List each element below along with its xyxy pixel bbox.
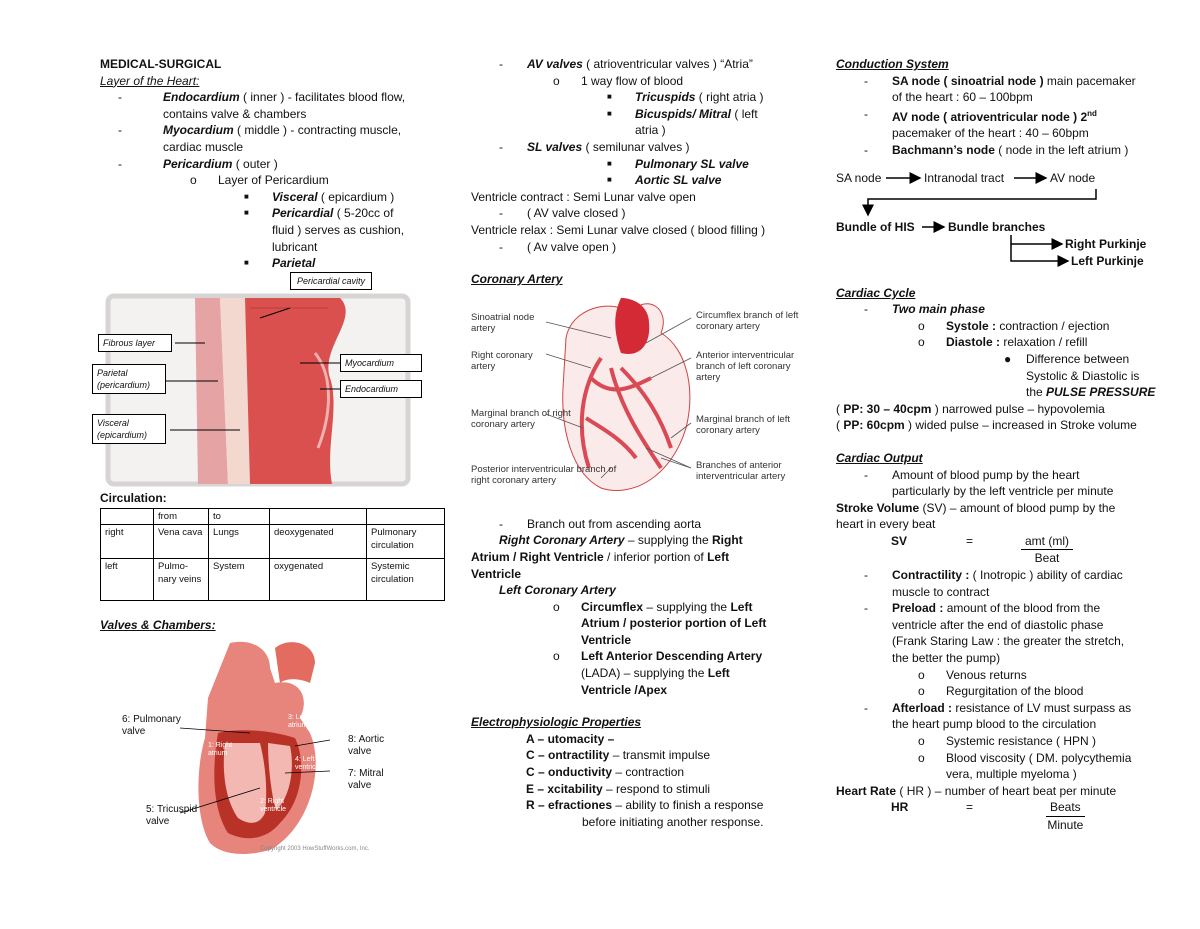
rca-term: Right Coronary Artery: [499, 533, 625, 548]
rca-desc-b3: Left: [707, 549, 730, 564]
marginal-right-label: Marginal branch of right coronary artery: [471, 407, 571, 430]
myocardium-label: Myocardium: [340, 354, 422, 372]
tricuspid-valve-label: 5: Tricuspid valve: [146, 803, 198, 827]
branch-out-text: Branch out from ascending aorta: [527, 516, 702, 531]
list-item: o Systole : contraction / ejection: [918, 318, 1110, 333]
pp1-post: ) narrowed pulse – hypovolemia: [931, 401, 1105, 416]
list-item: - Endocardium ( inner ) - facilitates blood flow, contains valve & chambers: [118, 90, 406, 121]
table-cell: Lungs: [209, 525, 270, 559]
difference-1: Difference between: [1026, 351, 1130, 366]
list-item: o Diastole : relaxation / refill: [918, 335, 1088, 350]
hr-fraction: [1046, 799, 1085, 833]
rca-desc-2: / inferior portion of: [603, 549, 708, 564]
stroke-volume-def: [836, 500, 1156, 517]
heart-valves-diagram: [100, 638, 400, 858]
list-item: [471, 89, 801, 106]
diastole-term: Diastole :: [946, 335, 1001, 350]
contractility-desc-2: muscle to contract: [892, 584, 990, 599]
prop-desc: – transmit impulse: [609, 748, 711, 763]
pulmonary-sl-valve: Pulmonary SL valve: [635, 156, 749, 171]
amount-1: Amount of blood pump by the heart: [892, 467, 1080, 482]
equals-sign: =: [966, 533, 974, 548]
rca-desc-line2: [471, 549, 801, 566]
circumflex-b2: Atrium / posterior portion of Left: [581, 616, 767, 631]
props-list: [471, 731, 801, 831]
column-1: [97, 56, 445, 858]
aortic-sl-valve: Aortic SL valve: [635, 173, 722, 188]
sl-valves-desc: ( semilunar valves ): [582, 139, 690, 154]
contractility-desc: ( Inotropic ) ability of cardiac: [969, 568, 1123, 583]
marginal-left-label: Marginal branch of left coronary artery: [696, 413, 790, 436]
fibrous-layer-label: Fibrous layer: [98, 334, 172, 352]
pp1-b: PP: 30 – 40cpm: [843, 401, 932, 416]
flow-bundle-branches: Bundle branches: [948, 219, 1046, 234]
bachmann-desc: ( node in the left atrium ): [994, 142, 1129, 157]
hr-term: Heart Rate: [836, 783, 897, 798]
av-node-desc-2: pacemaker of the heart : 40 – 60bpm: [892, 126, 1089, 141]
table-header-row: [101, 509, 445, 525]
list-item: - ( Av valve open ): [471, 239, 801, 256]
list-item: - Afterload : resistance of LV must surpass as the heart pump blood to the circulation: [864, 700, 1132, 732]
sv-denominator: Beat: [1034, 551, 1060, 566]
hr-denominator: Minute: [1047, 817, 1084, 832]
endocardium-label: Endocardium: [340, 380, 422, 398]
preload-desc-3: (Frank Staring Law : the greater the stretch,: [892, 634, 1125, 649]
av-open-text: ( Av valve open ): [527, 239, 617, 254]
ventricle-relax-text: Ventricle relax : Semi Lunar valve closed ( blood filling ): [471, 222, 766, 237]
rca-label: Right coronary artery: [471, 349, 533, 372]
list-item: [526, 781, 801, 798]
sv-desc-2: heart in every beat: [836, 517, 936, 532]
pericardium-desc: ( outer ): [232, 156, 278, 171]
circumflex-desc: – supplying the: [643, 599, 731, 614]
flow-intranodal: Intranodal tract: [924, 170, 1005, 185]
diastole-desc: relaxation / refill: [1000, 335, 1088, 350]
ventricle-contract-text: Ventricle contract : Semi Lunar valve open: [471, 189, 696, 204]
table-cell: Systemic circulation: [367, 559, 445, 601]
difference-2: Systolic & Diastolic is: [1026, 368, 1140, 383]
prop-desc: – ability to finish a response: [612, 798, 764, 813]
table-cell: Pulmo-nary veins: [154, 559, 209, 601]
sa-node-desc-2: of the heart : 60 – 100bpm: [892, 90, 1033, 105]
list-item: - Myocardium ( middle ) - contracting muscle, cardiac muscle: [118, 123, 402, 154]
list-item: [471, 156, 801, 173]
bicuspids-term: Bicuspids/ Mitral: [635, 106, 732, 121]
list-item: [100, 205, 445, 255]
afterload-term: Afterload :: [892, 700, 952, 715]
aortic-valve-label: 8: Aortic valve: [348, 733, 385, 757]
list-item: - Two main phase: [836, 301, 1156, 318]
sv-numerator: amt (ml): [1021, 533, 1073, 551]
list-item: - Bachmann’s node ( node in the left atrium ): [864, 142, 1129, 157]
viscosity: Blood viscosity ( DM. polycythemia: [946, 750, 1132, 765]
list-item: [526, 764, 801, 781]
square-bullet-icon: ■: [607, 92, 612, 102]
pp1-pre: (: [836, 401, 844, 416]
list-item: [836, 351, 1156, 401]
difference-3-pre: the: [1026, 385, 1047, 400]
list-item: o Systemic resistance ( HPN ): [836, 733, 1156, 750]
list-item: [526, 797, 801, 814]
parietal-label: Parietal (pericardium): [92, 364, 166, 394]
heart-rate-def: [836, 783, 1156, 800]
copyright-text: Copyright 2003 HowStuffWorks.com, Inc.: [260, 845, 370, 852]
column-2: [471, 56, 801, 830]
table-row: [101, 525, 445, 559]
list-item: - AV valves ( atrioventricular valves ) “Atria”: [499, 57, 753, 71]
flow-av-node: AV node: [1050, 170, 1096, 185]
list-item: [471, 106, 801, 139]
flow-left-purkinje: Left Purkinje: [1071, 253, 1144, 268]
square-bullet-icon: ■: [607, 175, 612, 185]
list-item: - AV node ( atrioventricular node ) 2nd pacemaker of the heart : 40 – 60bpm: [864, 106, 1097, 141]
pp2-b: PP: 60cpm: [843, 418, 905, 433]
systemic-resistance: Systemic resistance ( HPN ): [946, 734, 1097, 748]
hr-formula: [836, 799, 1156, 833]
av-node-sup: nd: [1087, 108, 1097, 118]
table-row: [101, 559, 445, 601]
table-cell: System: [209, 559, 270, 601]
list-item: - Preload : amount of the blood from the ventricle after the end of diastolic phase (Frank Staring Law : the greater the stretch, the better the pump): [864, 601, 1125, 666]
sv-symbol: SV: [891, 533, 908, 548]
left-atrium-label: 3: Left atrium: [288, 713, 308, 729]
list-item: [526, 747, 801, 764]
square-bullet-icon: ■: [244, 191, 249, 201]
systole-term: Systole :: [946, 318, 997, 333]
pericardial-cavity-label: Pericardial cavity: [290, 272, 372, 290]
table-cell: Pulmonary circulation: [367, 525, 445, 559]
cycle-heading: Cardiac Cycle: [836, 285, 916, 300]
list-item: [100, 255, 445, 272]
lad-desc: (LADA) – supplying the: [581, 666, 708, 681]
endocardium-desc: ( inner ) - facilitates blood flow,: [239, 90, 406, 105]
table-header-cell: [101, 509, 154, 525]
square-bullet-icon: ■: [607, 108, 612, 118]
list-item: [471, 172, 801, 189]
pp-narrow: [836, 401, 1156, 418]
prop-desc: – respond to stimuli: [602, 781, 711, 796]
layer-of-pericardium: Layer of Pericardium: [218, 173, 329, 188]
viscosity-2: vera, multiple myeloma ): [946, 767, 1077, 782]
sv-formula: [836, 533, 1156, 567]
list-item: o Blood viscosity ( DM. polycythemia vera, multiple myeloma ): [918, 750, 1132, 782]
table-cell: deoxygenated: [270, 525, 367, 559]
list-item: - Contractility : ( Inotropic ) ability of cardiac muscle to contract: [864, 568, 1123, 599]
list-item: [526, 731, 801, 748]
bullet-dot-icon: ●: [1004, 351, 1012, 366]
list-item: o Circumflex – supplying the Left Atrium / posterior portion of Left Ventricle: [553, 599, 767, 647]
electro-heading: Electrophysiologic Properties: [471, 715, 642, 730]
hr-symbol: HR: [891, 800, 909, 815]
prop-term: A – utomacity –: [526, 731, 615, 746]
list-item: - Branch out from ascending aorta: [471, 516, 801, 533]
page-title: MEDICAL-SURGICAL: [100, 57, 222, 71]
av-node-term: AV node ( atrioventricular node ) 2: [892, 109, 1088, 124]
table-cell: oxygenated: [270, 559, 367, 601]
prop-term: C – ontractility: [526, 748, 610, 763]
list-item: - SL valves ( semilunar valves ): [499, 139, 690, 154]
prop-desc: – contraction: [612, 765, 685, 780]
flow-right-purkinje: Right Purkinje: [1065, 236, 1147, 251]
two-main-phase: Two main phase: [892, 302, 985, 317]
preload-desc: amount of the blood from the: [943, 601, 1101, 616]
pericardial-desc-2: fluid ) serves as cushion,: [272, 222, 405, 237]
anterior-iv-label: Anterior interventricular branch of left coronary artery: [696, 349, 795, 383]
hr-desc: ( HR ) – number of heart beat per minute: [896, 783, 1117, 798]
right-atrium-label: 1: Right atrium: [208, 741, 233, 757]
table-header-cell: [270, 509, 367, 525]
av-valves-term: AV valves: [527, 57, 583, 71]
sl-valves-term: SL valves: [527, 139, 583, 154]
lca-term: Left Coronary Artery: [499, 583, 616, 598]
square-bullet-icon: ■: [244, 258, 249, 268]
parietal-term: Parietal: [272, 256, 316, 271]
sa-node-artery-label: Sinoatrial node artery: [471, 311, 535, 334]
regurgitation: Regurgitation of the blood: [946, 684, 1084, 699]
bicuspids-desc-2: atria ): [635, 123, 666, 138]
afterload-desc: resistance of LV must surpass as: [952, 700, 1132, 715]
one-way-flow: 1 way flow of blood: [581, 73, 684, 88]
list-item: - Pericardium ( outer ): [118, 156, 278, 171]
pericardium-term: Pericardium: [163, 156, 233, 171]
circumflex-label: Circumflex branch of left coronary artery: [696, 309, 799, 332]
list-item: o Layer of Pericardium: [100, 172, 445, 189]
prop-term: C – onductivity: [526, 765, 613, 780]
rca-desc: [471, 532, 801, 549]
branches-anterior-label: Branches of anterior interventricular artery: [696, 459, 786, 482]
circulation-heading: Circulation:: [100, 490, 167, 505]
list-item: o Venous returns: [836, 667, 1156, 684]
visceral-label: Visceral (epicardium): [92, 414, 166, 444]
square-bullet-icon: ■: [607, 158, 612, 168]
table-cell: left: [101, 559, 154, 601]
equals-sign: =: [966, 800, 974, 815]
pp-wide: [836, 417, 1156, 434]
list-item: - Amount of blood pump by the heart particularly by the left ventricle per minute: [864, 467, 1114, 499]
preload-desc-4: the better the pump): [892, 651, 1001, 666]
list-item: - SA node ( sinoatrial node ) main pacemaker of the heart : 60 – 100bpm: [864, 73, 1136, 105]
endocardium-term: Endocardium: [163, 90, 240, 105]
right-ventricle-label: 2: Right ventricle: [260, 797, 287, 813]
mitral-valve-label: 7: Mitral valve: [348, 767, 384, 791]
table-header-cell: to: [209, 509, 270, 525]
heart-layers-diagram: [97, 275, 445, 488]
list-item: - ( AV valve closed ): [471, 205, 801, 222]
conduction-flow-diagram: [836, 169, 1156, 269]
output-heading: Cardiac Output: [836, 450, 923, 465]
tricuspids-term: Tricuspids: [635, 90, 696, 105]
prop-term: R – efractiones: [526, 798, 613, 813]
systole-desc: contraction / ejection: [996, 318, 1110, 333]
sv-fraction: [1021, 533, 1073, 567]
bachmann-term: Bachmann’s node: [892, 142, 995, 157]
pulmonary-valve-label: 6: Pulmonary valve: [122, 713, 181, 737]
table-header-cell: from: [154, 509, 209, 525]
pericardial-term: Pericardial: [272, 206, 334, 221]
preload-term: Preload :: [892, 601, 944, 616]
afterload-desc-2: the heart pump blood to the circulation: [892, 717, 1097, 732]
left-ventricle-label: 4: Left ventricle: [295, 755, 322, 771]
props-continuation: before initiating another response.: [582, 814, 764, 829]
av-closed-text: ( AV valve closed ): [527, 206, 626, 221]
myocardium-desc: ( middle ) - contracting muscle,: [233, 123, 402, 138]
myocardium-term: Myocardium: [163, 123, 234, 138]
amount-2: particularly by the left ventricle per minute: [892, 484, 1114, 499]
lad-b: Left: [707, 666, 730, 681]
circumflex-b3: Ventricle: [581, 632, 632, 647]
lad-term: Left Anterior Descending Artery: [581, 649, 763, 664]
tricuspids-desc: ( right atria ): [695, 90, 764, 105]
pp2-post: ) wided pulse – increased in Stroke volume: [904, 418, 1137, 433]
rca-desc-b4: Ventricle: [471, 566, 522, 581]
pp2-pre: (: [836, 418, 844, 433]
layers-heading: Layer of the Heart:: [100, 73, 200, 88]
table-cell: Vena cava: [154, 525, 209, 559]
endocardium-desc-2: contains valve & chambers: [163, 106, 307, 121]
rca-desc-b1: Right: [711, 533, 743, 548]
myocardium-desc-2: cardiac muscle: [163, 139, 244, 154]
sv-term: Stroke Volume: [836, 500, 920, 515]
rca-desc-b2: Atrium / Right Ventricle: [471, 549, 604, 564]
pericardial-desc: ( 5-20cc of: [333, 206, 394, 221]
table-cell: right: [101, 525, 154, 559]
circumflex-b: Left: [730, 599, 753, 614]
bicuspids-desc: ( left: [731, 106, 758, 121]
flow-bundle-his: Bundle of HIS: [836, 219, 915, 234]
circumflex-term: Circumflex: [581, 599, 644, 614]
rca-desc-1: – supplying the: [624, 533, 712, 548]
table-header-cell: [367, 509, 445, 525]
square-bullet-icon: ■: [244, 208, 249, 218]
list-item: o 1 way flow of blood: [471, 73, 801, 90]
venous-returns: Venous returns: [946, 667, 1027, 682]
circulation-table: [100, 508, 445, 601]
hr-numerator: Beats: [1046, 799, 1085, 817]
column-3: [836, 56, 1156, 834]
preload-desc-2: ventricle after the end of diastolic phase: [892, 617, 1104, 632]
sv-desc: (SV) – amount of blood pump by the: [919, 500, 1116, 515]
list-item: o Regurgitation of the blood: [836, 683, 1156, 700]
coronary-heading: Coronary Artery: [471, 272, 563, 287]
pericardial-desc-3: lubricant: [272, 239, 318, 254]
conduction-heading: Conduction System: [836, 57, 949, 71]
list-item: [100, 189, 445, 206]
pulse-pressure-term: PULSE PRESSURE: [1046, 385, 1156, 400]
list-item: o Left Anterior Descending Artery (LADA) – supplying the Left Ventricle /Apex: [553, 649, 763, 697]
coronary-artery-diagram: [471, 298, 801, 516]
visceral-desc: ( epicardium ): [317, 189, 395, 204]
visceral-term: Visceral: [272, 189, 318, 204]
av-valves-desc: ( atrioventricular valves ) “Atria”: [582, 57, 753, 71]
sa-node-term: SA node ( sinoatrial node ): [892, 73, 1044, 88]
posterior-iv-label: Posterior interventricular branch of right coronary artery: [471, 463, 617, 486]
flow-sa-node: SA node: [836, 170, 882, 185]
valves-heading: Valves & Chambers:: [100, 618, 216, 633]
lad-b2: Ventricle /Apex: [581, 682, 668, 697]
contractility-term: Contractility :: [892, 568, 970, 583]
sa-node-desc: main pacemaker: [1043, 73, 1136, 88]
prop-term: E – xcitability: [526, 781, 603, 796]
